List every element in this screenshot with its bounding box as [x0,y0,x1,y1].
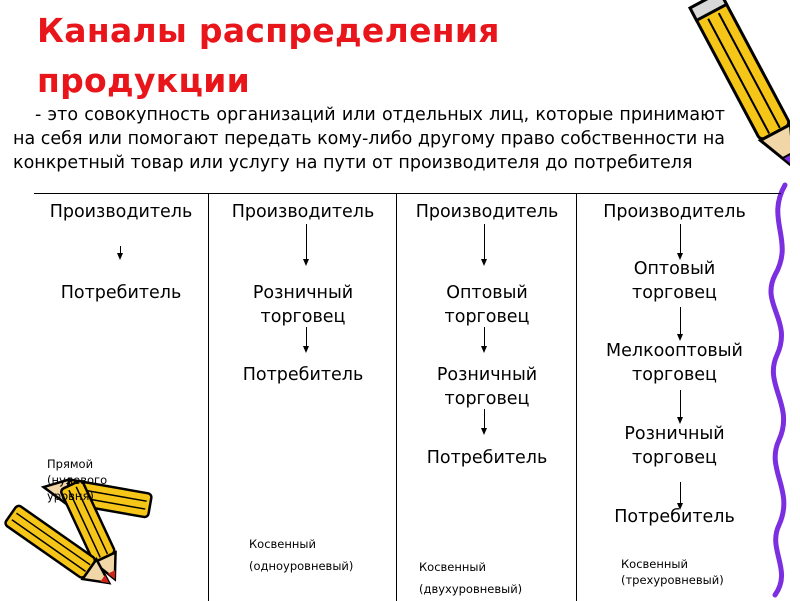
channel-column-two-level [396,194,577,601]
node-wholesaler: Оптовый торговец [444,283,530,327]
pencil-top-right-icon [640,0,790,200]
channels-table [34,193,781,601]
arrow-icon [306,224,307,260]
channel-label-direct: Прямой (нулевого уровня) [47,457,108,503]
arrow-icon [680,482,681,504]
node-retailer: Розничный торговец [436,365,538,409]
node-consumer: Потребитель [614,507,735,527]
title-line-2: продукции [37,61,251,100]
channel-label-one-level: Косвенный (одноуровневый) [249,537,354,573]
arrow-icon [680,307,681,335]
arrow-icon [484,327,485,347]
node-producer: Производитель [231,202,375,222]
channel-label-two-level: Косвенный (двухуровневый) [419,560,523,596]
arrow-icon [484,409,485,429]
channel-column-three-level [576,194,782,601]
node-retailer: Розничный торговец [624,424,725,468]
node-consumer: Потребитель [60,283,182,303]
title-line-1: Каналы распределения [37,11,500,50]
node-producer: Производитель [49,202,193,222]
definition-text: - это совокупность организаций или отдельных лиц, которые принимают на себя или помогают передать кому-либо другому право собственности на конкретный товар или услугу на пути от производителя до потребителя [13,105,725,173]
node-small-wholesaler: Мелкооптовый торговец [606,341,743,385]
node-consumer: Потребитель [242,365,364,385]
page-title [37,6,637,106]
node-producer: Производитель [603,202,746,222]
arrow-icon [484,224,485,260]
channel-column-direct [34,194,208,601]
node-producer: Производитель [415,202,559,222]
arrow-icon [680,390,681,418]
arrow-icon [680,224,681,254]
arrow-icon [306,327,307,347]
node-retailer: Розничный торговец [252,283,354,327]
node-consumer: Потребитель [426,448,548,468]
channel-column-one-level [208,194,397,601]
arrow-icon [120,246,121,254]
channel-label-three-level: Косвенный (трехуровневый) [621,557,724,587]
node-wholesaler: Оптовый торговец [632,259,717,303]
